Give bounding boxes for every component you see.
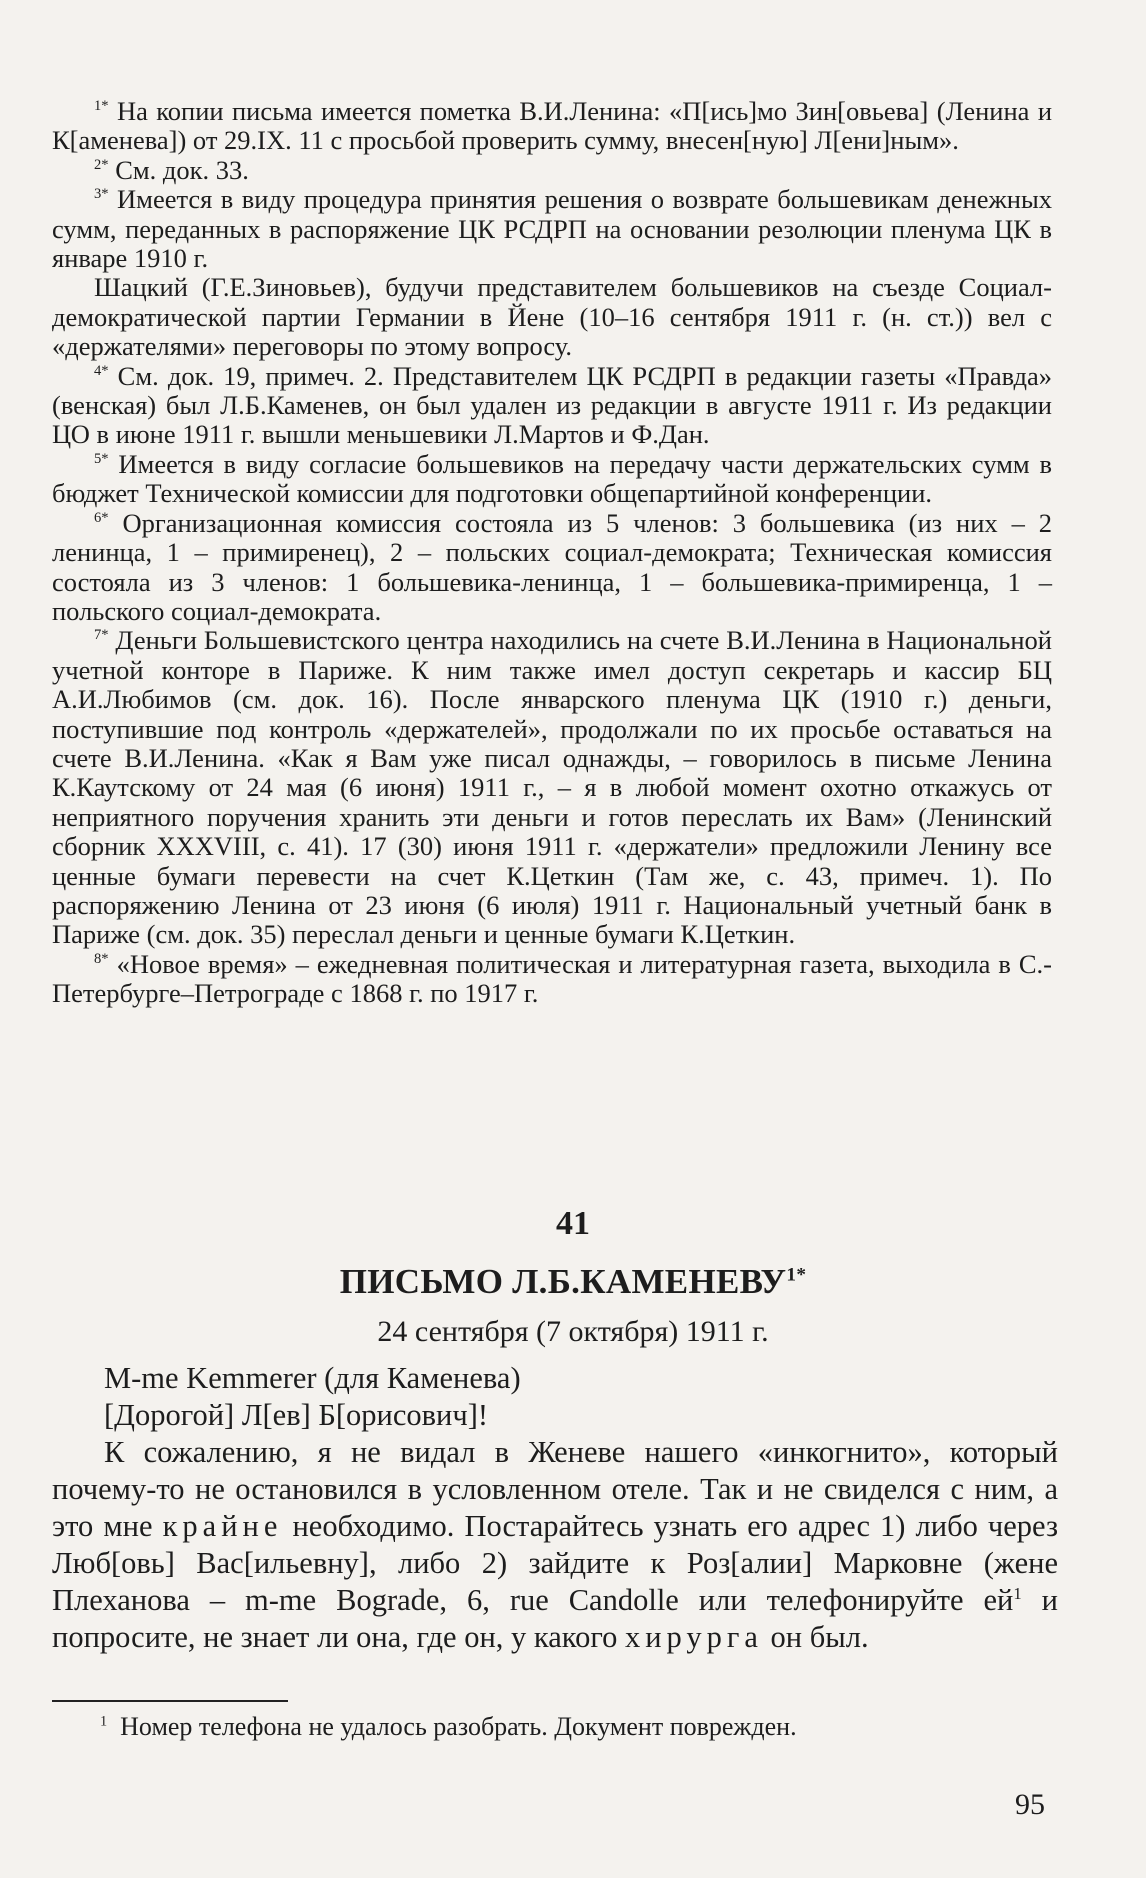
letter-emphasis: крайне [162, 1509, 283, 1543]
endnote-text: Имеется в виду процедура принятия решения о возврате большевикам денежных сумм, переданных в распоряжение ЦК РСДРП на основании резолюции пленума ЦК в январе 1910 г. [52, 184, 1052, 274]
endnote-text: Организационная комиссия состояла из 5 членов: 3 большевика (из них – 2 ленинца, 1 – примиренец), 2 – польских социал-демократа; Техническая комиссия состояла из 3 членов: 1 большевика-ленинца, 1 – большевика-примиренца, 1 – польского социал-демократа. [52, 507, 1052, 626]
endnote-2 [52, 156, 1052, 185]
endnote-marker: 6* [94, 509, 109, 526]
letter-salutation: [Дорогой] Л[ев] Б[орисович]! [104, 1398, 489, 1432]
document-number: 41 [556, 1205, 590, 1242]
endnote-marker: 5* [94, 451, 109, 468]
endnote-text: Деньги Большевистского центра находились на счете В.И.Ленина в Национальной учетной конторе в Париже. К ним также имел доступ секретарь и кассир БЦ А.И.Любимов (см. док. 16). После январского пленума ЦК (1910 г.) деньги, поступившие под контроль «держателей», продолжали по их просьбе оставаться на счете В.И.Ленина. «Как я Вам уже писал однажды, – говорилось в письме Ленина К.Каутскому от 24 мая (6 июня) 1911 г., – я в любой момент охотно откажусь от неприятного поручения хранить эти деньги и готов переслать их Вам» (Ленинский сборник XXXVIII, с. 41). 17 (30) июня 1911 г. «держатели» предложили Ленину все ценные бумаги перевести на счет К.Цеткин (Там же, с. 43, примеч. 1). По распоряжению Ленина от 23 июня (6 июля) 1911 г. Национальный учетный банк в Париже (см. док. 35) переслал деньги и ценные бумаги К.Цеткин. [52, 625, 1052, 950]
endnote-4 [52, 362, 1052, 450]
letter-address: M-me Kemmerer (для Каменева) [104, 1361, 521, 1395]
endnote-marker: 3* [94, 186, 109, 203]
letter-paragraph [52, 1434, 1058, 1656]
document-title [0, 1262, 1146, 1302]
endnote-marker: 1* [94, 98, 109, 115]
letter-body [52, 1360, 1058, 1656]
endnote-7 [52, 626, 1052, 949]
endnote-3 [52, 185, 1052, 273]
endnote-1 [52, 97, 1052, 156]
endnotes-section [52, 97, 1052, 1009]
document-title-marker: 1* [786, 1264, 807, 1286]
endnote-text: Имеется в виду согласие большевиков на передачу части держательских сумм в бюджет Технической комиссии для подготовки общепартийной конференции. [52, 448, 1052, 509]
endnote-marker: 7* [94, 627, 109, 644]
endnote-marker: 2* [94, 156, 109, 173]
letter-text: он был. [770, 1620, 869, 1654]
letter-text: К сожалению, я не видал в Женеве нашего «инкогнито», который почему-то не остановился в условленном отеле. Так и не свиделся с ним, а это мне [52, 1435, 1058, 1543]
endnote-5 [52, 450, 1052, 509]
endnote-6 [52, 509, 1052, 627]
footnote-divider [52, 1700, 288, 1702]
letter-text: и попросите, не знает ли она, где он, у какого [52, 1583, 1058, 1654]
footnote [100, 1712, 797, 1742]
page-number: 95 [1015, 1788, 1045, 1821]
endnote-marker: 8* [94, 950, 109, 967]
document-date: 24 сентября (7 октября) 1911 г. [377, 1315, 769, 1348]
endnote-3-continuation: Шацкий (Г.Е.Зиновьев), будучи представителем большевиков на съезде Социал-демократической партии Германии в Йене (10–16 сентября 1911 г. (н. ст.)) вел с «держателями» переговоры по этому вопросу. [52, 272, 1052, 362]
footnote-text: Номер телефона не удалось разобрать. Документ поврежден. [120, 1712, 797, 1741]
endnote-text: «Новое время» – ежедневная политическая и литературная газета, выходила в С.-Петербурге–Петрограде с 1868 г. по 1917 г. [52, 948, 1052, 1009]
letter-text: необходимо. Постарайтесь узнать его адрес 1) либо через Люб[овь] Вас[ильевну], либо 2) зайдите к Роз[алии] Марковне (жене Плеханова – m-me Bograde, 6, rue Candolle или телефонируйте ей [52, 1509, 1059, 1617]
footnote-reference: 1 [1013, 1583, 1022, 1603]
endnote-marker: 4* [94, 362, 109, 379]
endnote-text: См. док. 33. [115, 154, 249, 185]
footnote-marker: 1 [100, 1713, 108, 1730]
endnote-8 [52, 950, 1052, 1009]
document-title-text: ПИСЬМО Л.Б.КАМЕНЕВУ [339, 1262, 787, 1301]
endnote-text: На копии письма имеется пометка В.И.Ленина: «П[ись]мо Зин[овьева] (Ленина и К[аменева]) от 29.IX. 11 с просьбой проверить сумму, внесен[ную] Л[ени]ным». [52, 96, 1053, 156]
endnote-text: См. док. 19, примеч. 2. Представителем ЦК РСДРП в редакции газеты «Правда» (венская) был Л.Б.Каменев, он был удален из редакции в августе 1911 г. Из редакции ЦО в июне 1911 г. вышли меньшевики Л.Мартов и Ф.Дан. [52, 360, 1053, 450]
letter-emphasis: хирурга [624, 1620, 763, 1654]
